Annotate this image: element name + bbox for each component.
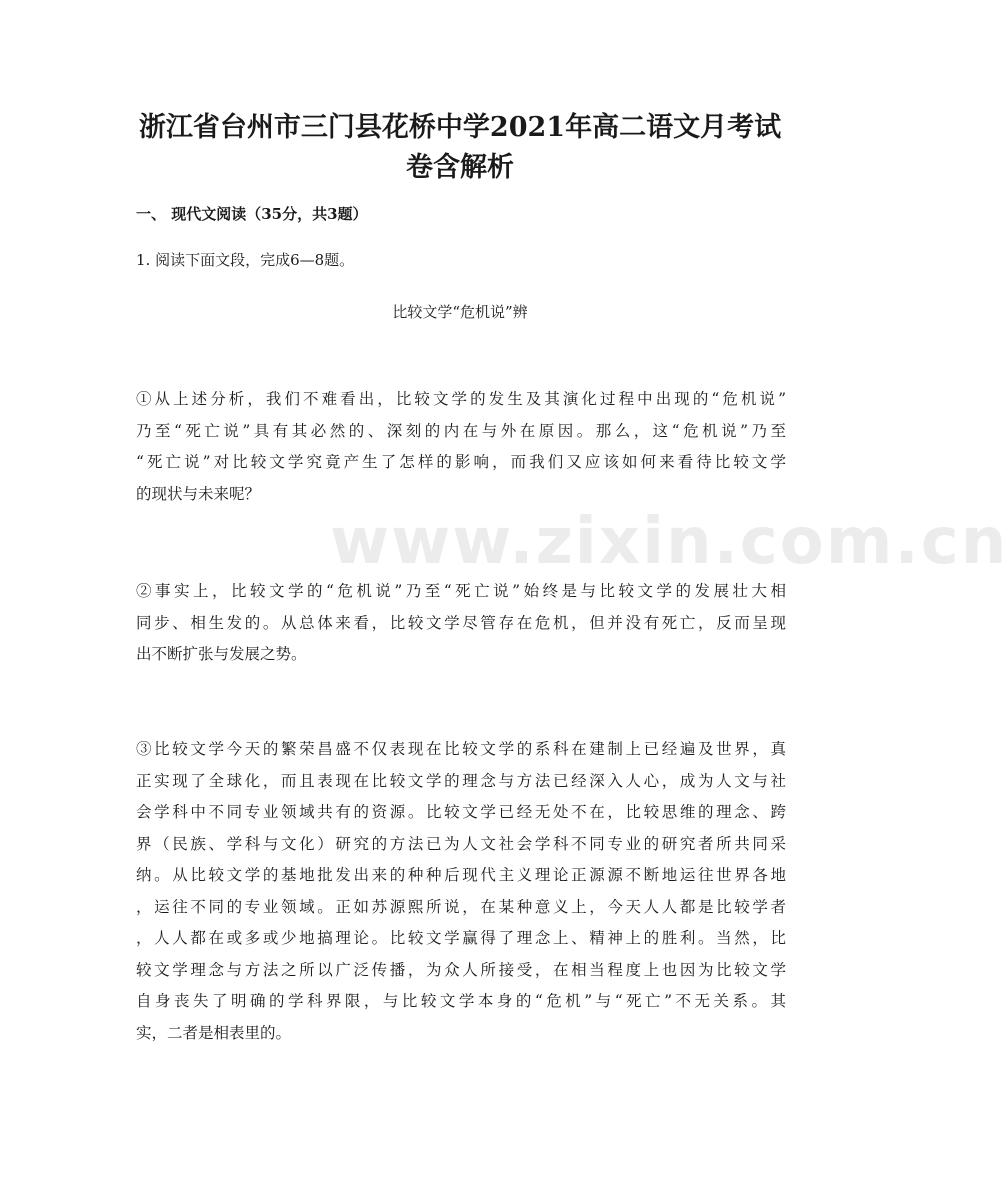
paragraph-line: 乃至“死亡说”具有其必然的、深刻的内在与外在原因。那么，这“危机说”乃至 [136,421,786,440]
paragraph-3 [136,734,786,1049]
section-heading: 一、 现代文阅读（35分，共3题） [136,205,368,223]
paragraph-line: ③比较文学今天的繁荣昌盛不仅表现在比较文学的系科在建制上已经遍及世界，真 [136,740,786,758]
paragraph-line: 同步、相生发的。从总体来看，比较文学尽管存在危机，但并没有死亡，反而呈现 [136,613,786,632]
paragraph-2 [136,576,786,671]
paragraph-line: 出不断扩张与发展之势。 [136,645,307,663]
document-title [100,108,820,188]
paragraph-line: ，运往不同的专业领域。正如苏源熙所说，在某种意义上，今天人人都是比较学者 [136,897,786,916]
paragraph-line: 界（民族、学科与文化）研究的方法已为人文社会学科不同专业的研究者所共同采 [136,834,786,853]
paragraph-line: 实，二者是相表里的。 [136,1023,292,1042]
question-intro: 1. 阅读下面文段，完成6—8题。 [136,251,355,269]
paragraph-line: ②事实上，比较文学的“危机说”乃至“死亡说”始终是与比较文学的发展壮大相 [136,582,786,600]
paragraph-line: ①从上述分析，我们不难看出，比较文学的发生及其演化过程中出现的“危机说” [136,390,786,408]
paragraph-line: 纳。从比较文学的基地批发出来的种种后现代主义理论正源源不断地运往世界各地 [136,866,786,884]
paragraph-line: “死亡说”对比较文学究竟产生了怎样的影响，而我们又应该如何来看待比较文学 [136,453,786,471]
paragraph-line: 会学科中不同专业领域共有的资源。比较文学已经无处不在，比较思维的理念、跨 [136,803,786,821]
watermark: www.zixin.com.cn [330,505,1008,579]
paragraph-1 [136,384,786,510]
article-title: 比较文学“危机说”辨 [392,303,528,321]
paragraph-line: ，人人都在或多或少地搞理论。比较文学赢得了理念上、精神上的胜利。当然，比 [136,929,786,947]
paragraph-line: 正实现了全球化，而且表现在比较文学的理念与方法已经深入人心，成为人文与社 [136,771,786,790]
document-title-line-1: 浙江省台州市三门县花桥中学2021年高二语文月考试 [138,112,782,143]
paragraph-line: 自身丧失了明确的学科界限，与比较文学本身的“危机”与“死亡”不无关系。其 [136,992,786,1010]
document-title-line-2: 卷含解析 [406,152,514,183]
paragraph-line: 较文学理念与方法之所以广泛传播，为众人所接受，在相当程度上也因为比较文学 [136,960,786,979]
paragraph-line: 的现状与未来呢？ [136,484,261,503]
